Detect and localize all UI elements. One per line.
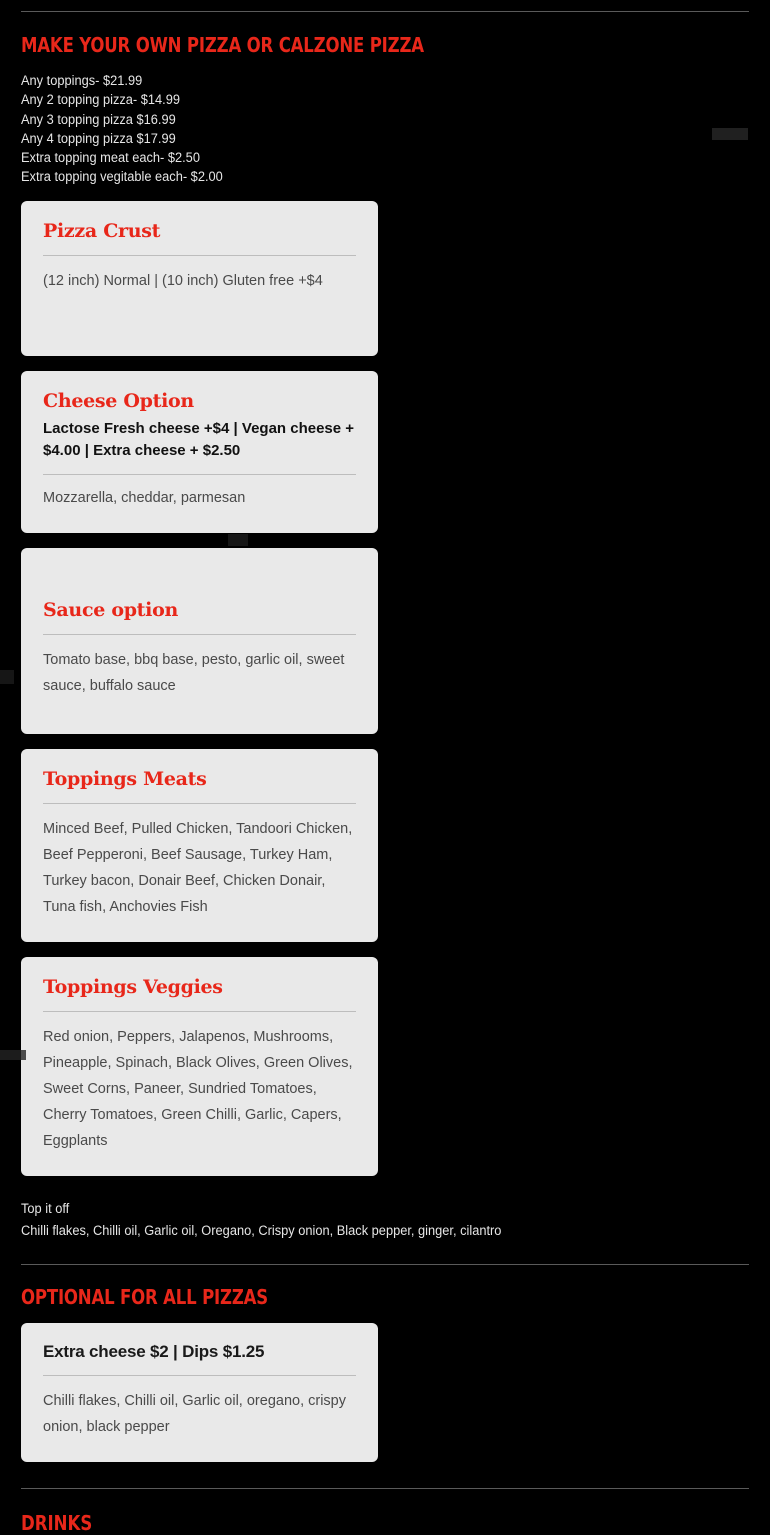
card-body-toppings-veggies: Red onion, Peppers, Jalapenos, Mushrooms, Pineapple, Spinach, Black Olives, Green Olives, Sweet Corns, Paneer, Sundried Tomatoes, Cherry Tomatoes, Green Chilli, Garlic, Capers, Eggplants (43, 1028, 353, 1149)
section-divider (21, 1264, 749, 1265)
card-body-toppings-meats: Minced Beef, Pulled Chicken, Tandoori Chicken, Beef Pepperoni, Beef Sausage, Turkey Ham, Turkey bacon, Donair Beef, Chicken Donair, Tuna fish, Anchovies Fish (43, 820, 353, 915)
options-card-grid (0, 201, 770, 1176)
card-subtitle-cheese-option: Lactose Fresh cheese +$4 | Vegan cheese + $4.00 | Extra cheese + $2.50 (43, 418, 356, 475)
card-optional-extras (21, 1323, 378, 1462)
card-sauce-option (21, 548, 378, 734)
section-title-optional-all-pizzas: OPTIONAL FOR ALL PIZZAS (21, 1284, 269, 1309)
card-body-sauce-option: Tomato base, bbq base, pesto, garlic oil, sweet sauce, buffalo sauce (43, 651, 345, 694)
card-title-sauce-option: Sauce option (43, 599, 356, 635)
card-toppings-veggies (21, 957, 378, 1176)
top-divider (21, 11, 749, 12)
card-pizza-crust (21, 201, 378, 356)
price-item: Extra topping meat each- $2.50 (21, 150, 200, 166)
top-it-off-body: Chilli flakes, Chilli oil, Garlic oil, Oregano, Crispy onion, Black pepper, ginger, cilantro (21, 1222, 502, 1238)
price-item: Extra topping vegitable each- $2.00 (21, 169, 223, 185)
price-item: Any 2 topping pizza- $14.99 (21, 92, 181, 108)
card-body-pizza-crust: (12 inch) Normal | (10 inch) Gluten free +$4 (43, 272, 323, 289)
price-item: Any toppings- $21.99 (21, 73, 143, 88)
price-item: Any 4 topping pizza $17.99 (21, 130, 176, 146)
card-title-pizza-crust: Pizza Crust (43, 220, 356, 256)
card-cheese-option (21, 371, 378, 533)
card-body-cheese-option: Mozzarella, cheddar, parmesan (43, 489, 246, 506)
drinks-divider (21, 1488, 749, 1489)
card-body-optional-extras: Chilli flakes, Chilli oil, Garlic oil, oregano, crispy onion, black pepper (43, 1392, 346, 1435)
price-list (21, 71, 733, 187)
card-title-toppings-veggies: Toppings Veggies (43, 976, 356, 1012)
section-title-make-your-own: MAKE YOUR OWN PIZZA OR CALZONE PIZZA (21, 33, 424, 57)
price-item: Any 3 topping pizza $16.99 (21, 111, 176, 127)
optional-card-grid (0, 1323, 770, 1462)
card-toppings-meats (21, 749, 378, 942)
section-title-drinks: DRINKS (21, 1510, 93, 1535)
top-it-off-block (21, 1198, 713, 1242)
card-title-toppings-meats: Toppings Meats (43, 768, 356, 804)
card-title-cheese-option: Cheese Option (43, 389, 194, 412)
top-it-off-label: Top it off (21, 1200, 70, 1216)
card-title-optional-extras: Extra cheese $2 | Dips $1.25 (43, 1342, 356, 1376)
